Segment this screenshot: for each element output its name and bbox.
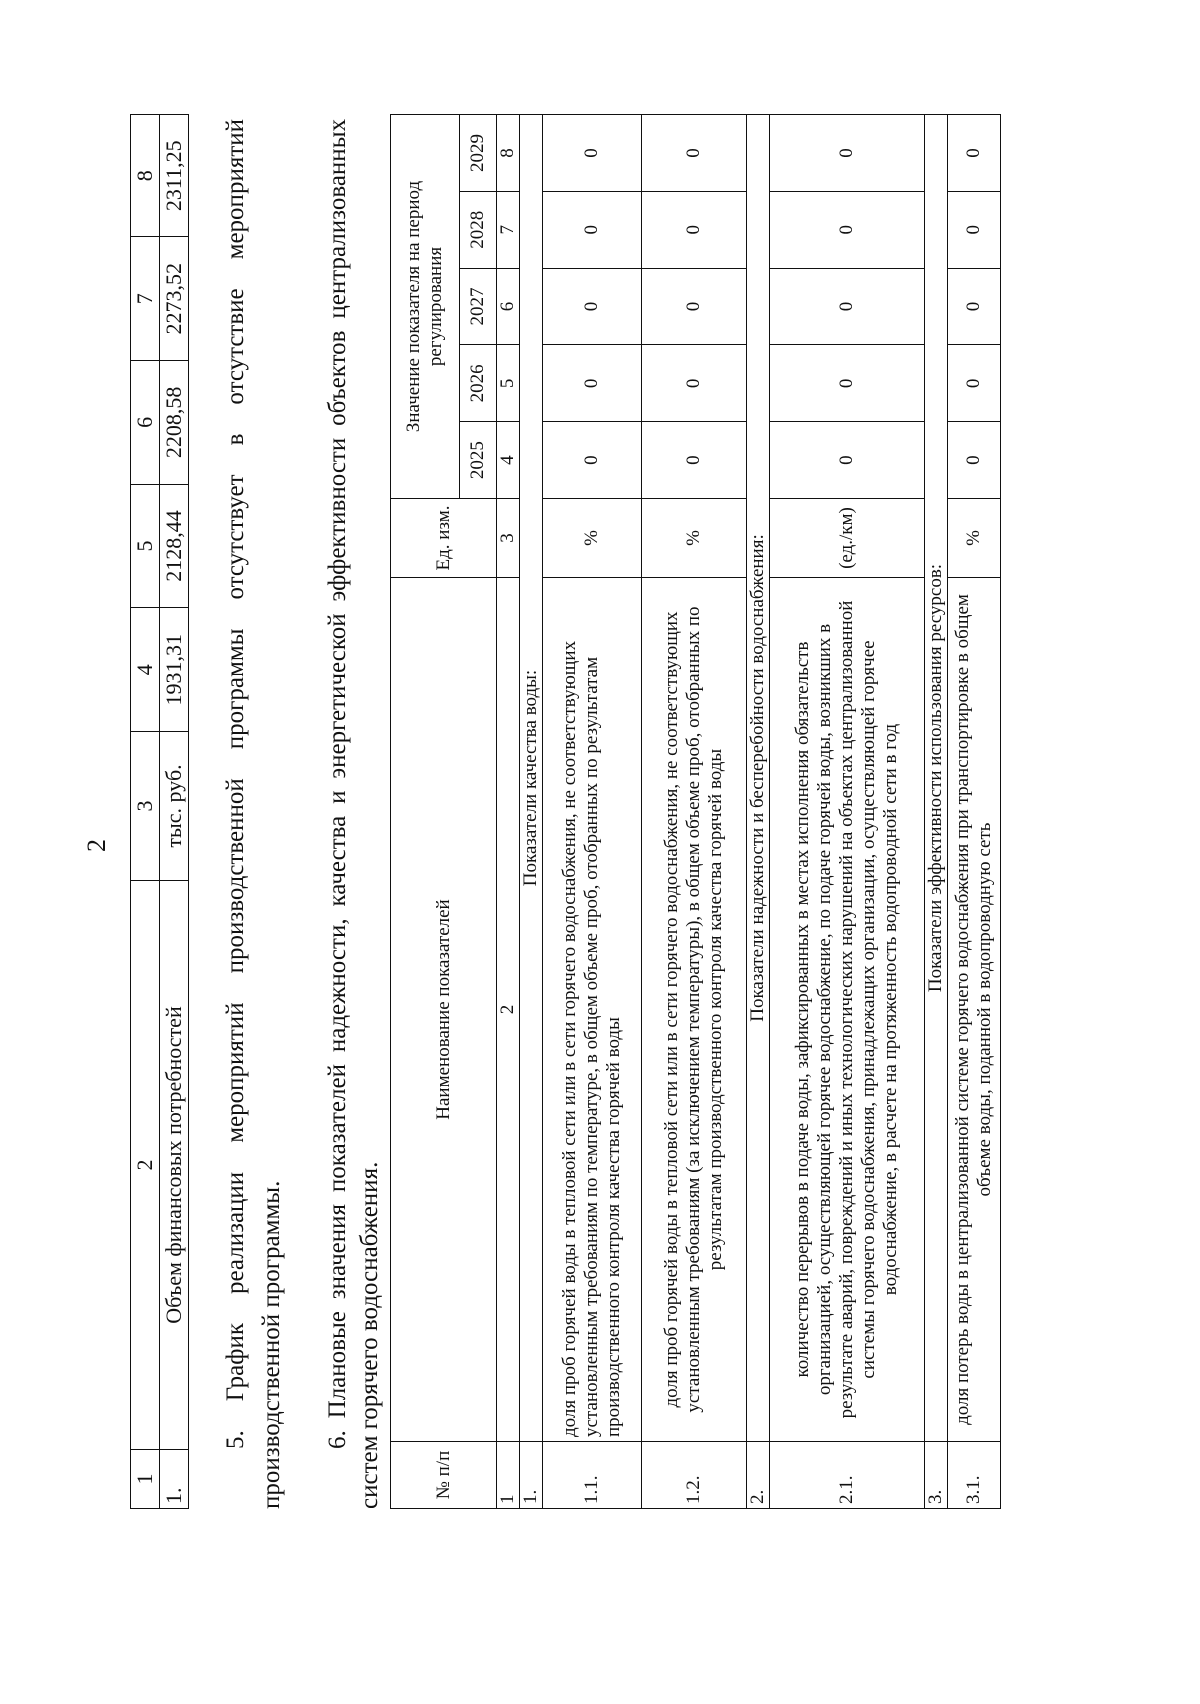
header-name: Наименование показателей [391, 578, 497, 1442]
row-name: доля проб горячей воды в тепловой сети или в сети горячего водоснабжения, не соответствующих установленным требованиям по температуре, в общем объеме проб, отобранных по результатам производственного контроля качества горячей воды [543, 578, 642, 1442]
table-row [160, 115, 189, 1509]
section-5-line-2: производственной программы. [258, 1180, 285, 1509]
header-cell: 5 [131, 484, 160, 608]
row-value: 0 [948, 345, 1001, 422]
row-value: 0 [543, 191, 642, 268]
page-number: 2 [82, 839, 111, 852]
header-cell: 8 [131, 115, 160, 237]
header-year: 2025 [460, 422, 497, 499]
row-value: 2208,58 [160, 361, 189, 485]
budget-table [130, 114, 189, 1509]
row-value: 0 [543, 268, 642, 345]
section-title: Показатели эффективности использования ресурсов: [925, 115, 948, 1442]
column-number: 4 [497, 422, 520, 499]
row-unit: % [543, 499, 642, 578]
row-unit: (ед./км) [770, 499, 925, 578]
section-number: 3. [925, 1442, 948, 1509]
table-header-row [391, 115, 460, 1509]
column-number: 8 [497, 115, 520, 192]
row-name: доля проб горячей воды в тепловой сети или в сети горячего водоснабжения, не соответствующих установленным требованиям (за исключением температуры), в общем объеме проб, отобранных по результатам производственного контроля качества горячей воды [642, 578, 747, 1442]
section-5-line-1: 5. График реализации мероприятий производственной программы отсутствует в отсутствие мероприятий [222, 119, 249, 1449]
section-title: Показатели качества воды: [520, 115, 543, 1442]
row-number: 1.2. [642, 1442, 747, 1509]
row-value: 0 [948, 422, 1001, 499]
row-name: количество перерывов в подаче воды, зафиксированных в местах исполнения обязательств организацией, осуществляющей горячее водоснабжение, по подаче горячей воды, возникших в результате аварий, повреждений и иных технологических нарушений на объектах централизованной системы горячего водоснабжения, принадлежащих организации, осуществляющей горячее водоснабжение, в расчете на протяженность водопроводной сети в год [770, 578, 925, 1442]
header-unit: Ед. изм. [391, 499, 497, 578]
row-value: 1931,31 [160, 608, 189, 732]
section-6-paragraph [322, 119, 386, 1509]
row-name: доля потерь воды в централизованной системе горячего водоснабжения при транспортировке в общем объеме воды, поданной в водопроводную сеть [948, 578, 1001, 1442]
section-title: Показатели надежности и бесперебойности водоснабжения: [747, 115, 770, 1442]
row-value: 0 [642, 268, 747, 345]
row-value: 0 [642, 115, 747, 192]
header-year: 2029 [460, 115, 497, 192]
row-value: 0 [642, 345, 747, 422]
section-5-paragraph [218, 119, 290, 1509]
header-cell: 3 [131, 732, 160, 881]
section-6-line-2: систем горячего водоснабжения. [356, 1161, 383, 1509]
row-value: 0 [642, 422, 747, 499]
row-name: Объем финансовых потребностей [160, 881, 189, 1450]
row-unit: % [948, 499, 1001, 578]
indicators-table [390, 114, 1001, 1509]
column-number-row [497, 115, 520, 1509]
row-value: 0 [948, 115, 1001, 192]
row-value: 0 [543, 422, 642, 499]
row-value: 0 [543, 345, 642, 422]
column-number: 5 [497, 345, 520, 422]
row-unit: тыс. руб. [160, 732, 189, 881]
table-row [948, 115, 1001, 1509]
row-unit: % [642, 499, 747, 578]
row-number: 1.1. [543, 1442, 642, 1509]
row-value: 2273,52 [160, 237, 189, 361]
section-row [520, 115, 543, 1509]
section-row [747, 115, 770, 1509]
header-year: 2028 [460, 191, 497, 268]
row-value: 0 [948, 268, 1001, 345]
header-cell: 7 [131, 237, 160, 361]
row-value: 0 [770, 345, 925, 422]
column-number: 7 [497, 191, 520, 268]
row-value: 0 [770, 268, 925, 345]
row-value: 0 [543, 115, 642, 192]
row-value: 2128,44 [160, 484, 189, 608]
row-value: 0 [642, 191, 747, 268]
table-row [642, 115, 747, 1509]
column-number: 1 [497, 1442, 520, 1509]
section-number: 1. [520, 1442, 543, 1509]
table-row [543, 115, 642, 1509]
row-number: 1. [160, 1450, 189, 1509]
header-year: 2027 [460, 268, 497, 345]
row-value: 0 [770, 422, 925, 499]
header-cell: 4 [131, 608, 160, 732]
column-number: 2 [497, 578, 520, 1442]
header-cell: 1 [131, 1450, 160, 1509]
column-number: 3 [497, 499, 520, 578]
row-number: 3.1. [948, 1442, 1001, 1509]
row-value: 0 [770, 115, 925, 192]
header-num: № п/п [391, 1442, 497, 1509]
section-row [925, 115, 948, 1509]
row-value: 2311,25 [160, 115, 189, 237]
header-cell: 6 [131, 361, 160, 485]
section-6-line-1: 6. Плановые значения показателей надежности, качества и энергетической эффективности объектов централизованных [324, 119, 351, 1449]
row-value: 0 [770, 191, 925, 268]
table-row [770, 115, 925, 1509]
header-period: Значение показателя на период регулирования [391, 115, 460, 499]
row-value: 0 [948, 191, 1001, 268]
table-header-row [131, 115, 160, 1509]
header-year: 2026 [460, 345, 497, 422]
header-cell: 2 [131, 881, 160, 1450]
section-number: 2. [747, 1442, 770, 1509]
column-number: 6 [497, 268, 520, 345]
row-number: 2.1. [770, 1442, 925, 1509]
